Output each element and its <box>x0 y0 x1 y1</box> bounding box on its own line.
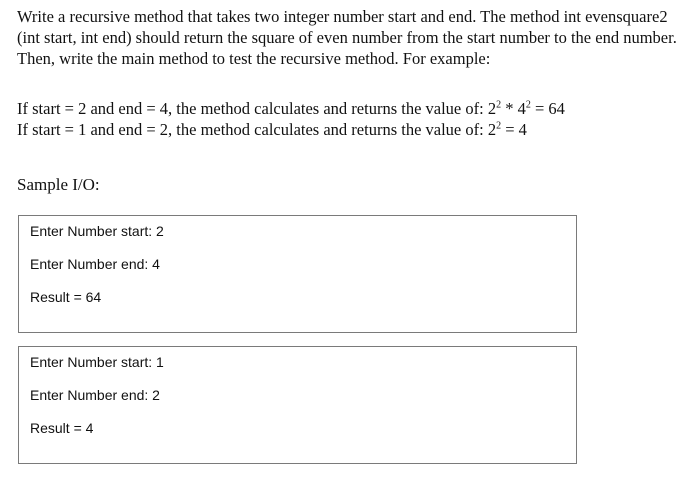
examples-block <box>17 98 697 140</box>
start-prompt-line: Enter Number start: 1 <box>30 354 164 370</box>
start-prompt-line: Enter Number start: 2 <box>30 223 164 239</box>
result-line: Result = 64 <box>30 289 102 305</box>
question-line: Write a recursive method that takes two integer number start and end. The method int evensquare2 <box>17 7 668 26</box>
example-text: If start = 2 and end = 4, the method calculates and returns the value of: 2 <box>17 99 497 118</box>
example-text: * 4 <box>501 99 526 118</box>
sample-io-box <box>18 215 577 333</box>
question-line: (int start, int end) should return the square of even number from the start number to the end number. <box>17 28 677 47</box>
exponent: 2 <box>496 120 502 132</box>
exponent: 2 <box>525 99 531 111</box>
example-text: = 64 <box>530 99 565 118</box>
end-prompt-line: Enter Number end: 4 <box>30 256 160 272</box>
end-prompt-line: Enter Number end: 2 <box>30 387 160 403</box>
sample-io-box <box>18 346 577 464</box>
example-text: If start = 1 and end = 2, the method calculates and returns the value of: 2 <box>17 120 497 139</box>
question-text <box>17 6 700 69</box>
example-line-2 <box>17 119 697 140</box>
example-line-1 <box>17 98 697 119</box>
sample-io-heading: Sample I/O: <box>17 175 100 194</box>
example-text: = 4 <box>501 120 527 139</box>
exponent: 2 <box>496 99 502 111</box>
result-line: Result = 4 <box>30 420 94 436</box>
question-line: Then, write the main method to test the recursive method. For example: <box>17 49 491 68</box>
